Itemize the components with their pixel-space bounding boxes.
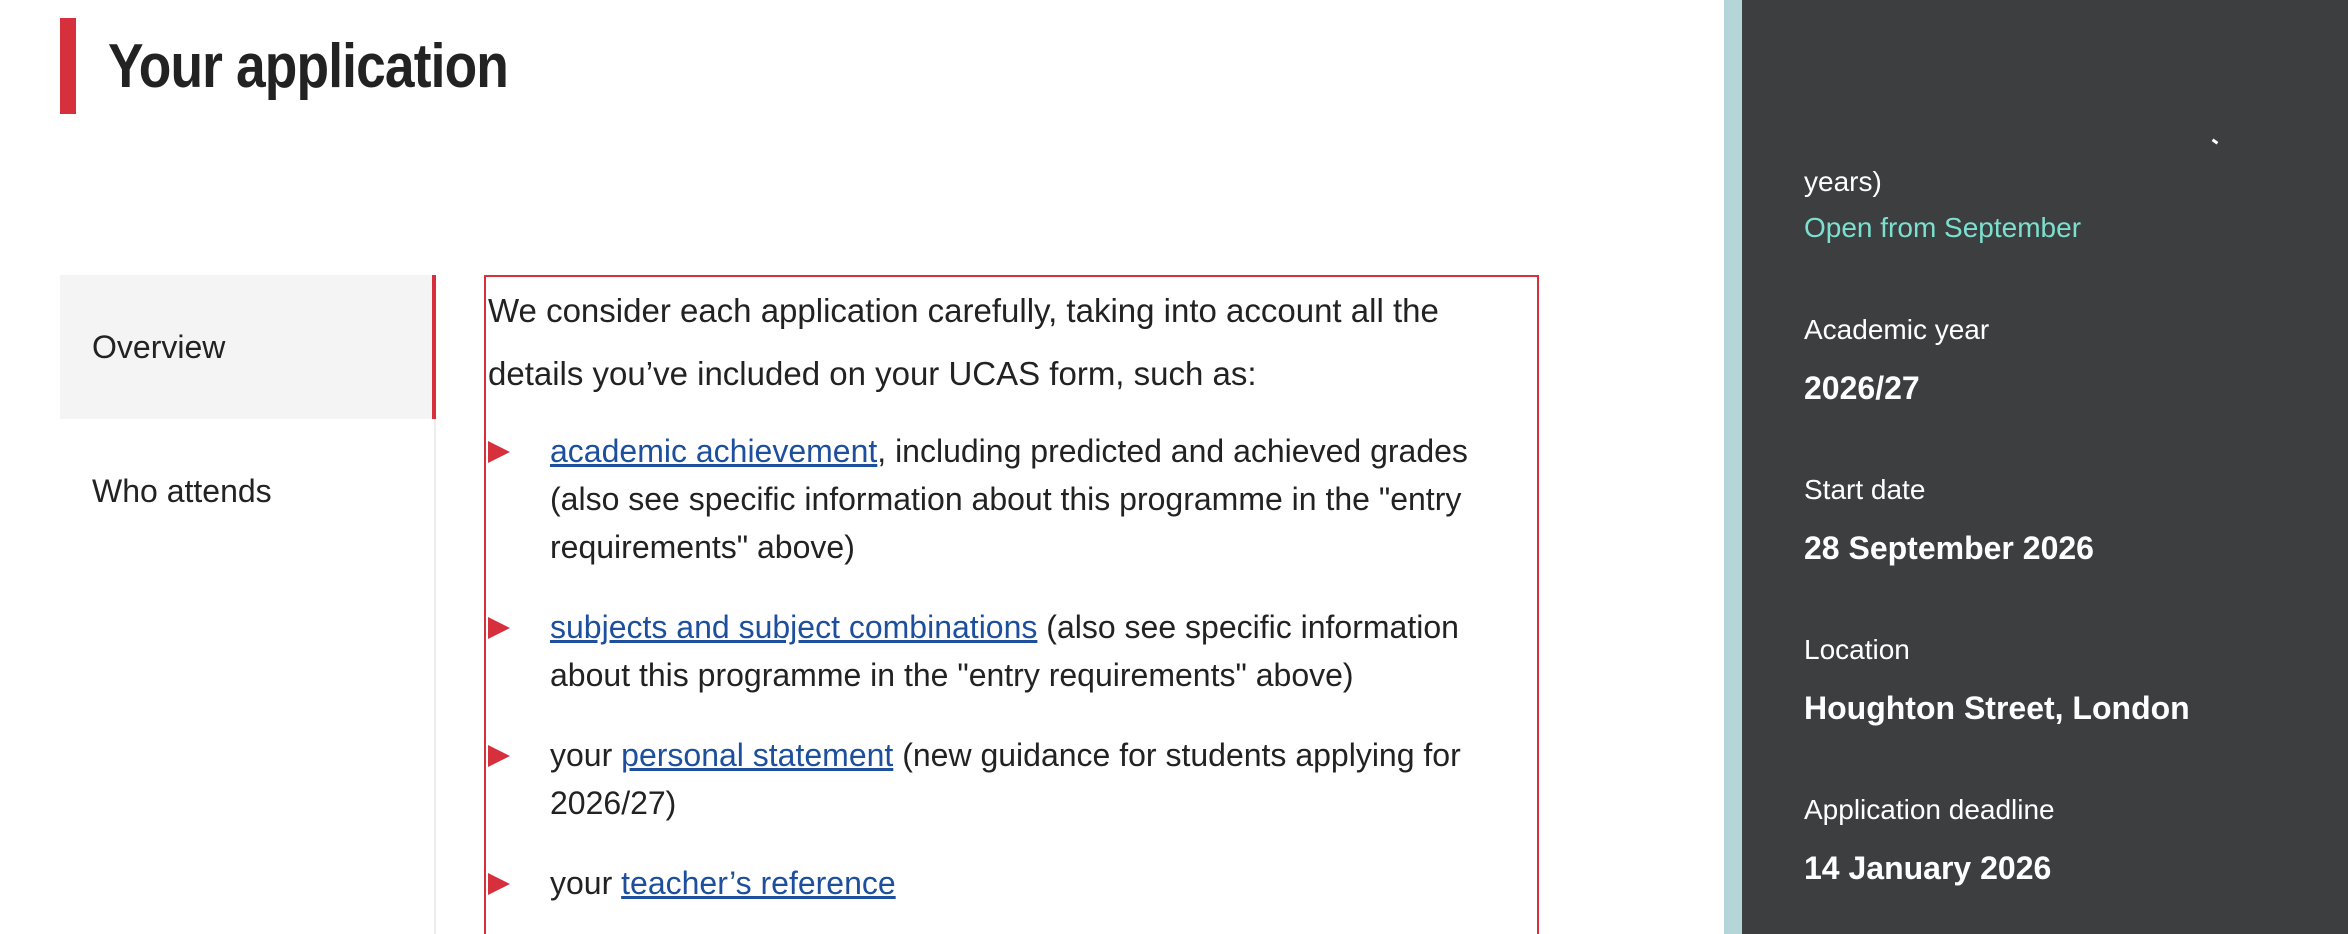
- personal-statement-link[interactable]: personal statement: [621, 737, 894, 773]
- nav-item-overview[interactable]: Overview: [60, 275, 436, 419]
- panel-accent-bar: [1724, 0, 1742, 934]
- list-item-text: , including predicted and achieved grades (also see specific information about this programme in the "entry requirements" above): [550, 433, 1468, 565]
- triangle-bullet-icon: [488, 873, 510, 895]
- list-item: [486, 603, 1537, 699]
- page-header: [60, 18, 573, 114]
- deadline-value: 14 January 2026: [1804, 850, 2052, 886]
- application-content: [484, 275, 1539, 934]
- start-date-label: Start date: [1804, 474, 1926, 505]
- teachers-reference-link[interactable]: teacher’s reference: [621, 865, 896, 901]
- list-item: [486, 731, 1537, 827]
- triangle-bullet-icon: [488, 617, 510, 639]
- start-date-value: 28 September 2026: [1804, 530, 2094, 566]
- title-accent-bar: [60, 18, 76, 114]
- nav-item-who-attends[interactable]: Who attends: [92, 473, 272, 509]
- location-label: Location: [1804, 634, 1910, 665]
- programme-info-panel: [1742, 0, 2348, 934]
- section-nav: [60, 275, 436, 934]
- list-item-text: (also see specific information about this programme in the "entry requirements" above): [550, 609, 1459, 693]
- location-value: Houghton Street, London: [1804, 690, 2190, 726]
- list-item: [486, 859, 1537, 907]
- academic-year-label: Academic year: [1804, 314, 1990, 345]
- triangle-bullet-icon: [488, 745, 510, 767]
- subject-combinations-link[interactable]: subjects and subject combinations: [550, 609, 1038, 645]
- application-status: Open from September: [1804, 212, 2082, 243]
- duration-text: years): [1804, 166, 1882, 197]
- list-item-prefix: your: [550, 865, 622, 901]
- stray-mark: [2212, 139, 2219, 145]
- nav-divider: [434, 419, 436, 934]
- list-item-text: (new guidance for students applying for 2026/27): [550, 737, 1461, 821]
- triangle-bullet-icon: [488, 441, 510, 463]
- deadline-label: Application deadline: [1804, 794, 2055, 825]
- academic-achievement-link[interactable]: academic achievement: [550, 433, 878, 469]
- list-item-prefix: your: [550, 737, 622, 773]
- intro-text: We consider each application carefully, taking into account all the details you’ve included on your UCAS form, such as:: [488, 292, 1439, 392]
- list-item: [486, 427, 1537, 571]
- criteria-list: [486, 427, 1537, 907]
- page-title: Your application: [108, 31, 508, 101]
- academic-year-value: 2026/27: [1804, 370, 1920, 406]
